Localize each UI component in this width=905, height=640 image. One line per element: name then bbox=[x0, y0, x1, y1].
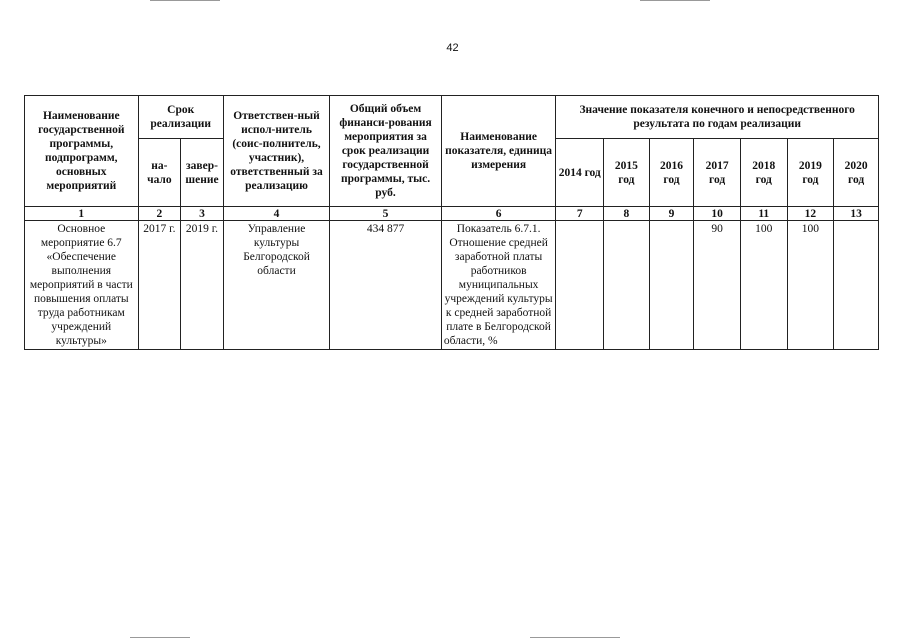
header-year: 2016 год bbox=[649, 139, 694, 207]
scan-artifact-line bbox=[130, 637, 190, 638]
header-year: 2015 год bbox=[604, 139, 650, 207]
cell-value-2017: 90 bbox=[694, 221, 741, 350]
scan-artifact-line bbox=[640, 0, 710, 1]
scan-artifact-line bbox=[150, 0, 220, 1]
header-responsible: Ответствен-ный испол-нитель (соис-полнитель, участник), ответственный за реализацию bbox=[223, 96, 329, 207]
cell-end: 2019 г. bbox=[181, 221, 224, 350]
table-row bbox=[25, 221, 879, 350]
column-number: 7 bbox=[556, 207, 604, 221]
column-number: 2 bbox=[138, 207, 181, 221]
column-number: 6 bbox=[441, 207, 556, 221]
cell-value-2016 bbox=[649, 221, 694, 350]
cell-activity-name: Основное мероприятие 6.7 «Обеспечение выполнения мероприятий в части повышения оплаты труда работникам учреждений культуры» bbox=[25, 221, 139, 350]
column-number: 9 bbox=[649, 207, 694, 221]
header-period-end: завер-шение bbox=[181, 139, 224, 207]
header-indicator: Наименование показателя, единица измерения bbox=[441, 96, 556, 207]
column-number: 5 bbox=[330, 207, 442, 221]
page-number: 42 bbox=[446, 42, 459, 54]
scan-artifact-line bbox=[530, 637, 620, 638]
header-name: Наименование государственной программы, подпрограмм, основных мероприятий bbox=[25, 96, 139, 207]
cell-value-2020 bbox=[834, 221, 879, 350]
column-number: 4 bbox=[223, 207, 329, 221]
column-number: 10 bbox=[694, 207, 741, 221]
cell-start: 2017 г. bbox=[138, 221, 181, 350]
column-number: 13 bbox=[834, 207, 879, 221]
cell-indicator: Показатель 6.7.1. Отношение средней заработной платы работников муниципальных учреждений культуры к средней заработной плате в Белгородской области, % bbox=[441, 221, 556, 350]
column-number: 8 bbox=[604, 207, 650, 221]
header-values-group: Значение показателя конечного и непосредственного результата по годам реализации bbox=[556, 96, 879, 139]
column-number: 1 bbox=[25, 207, 139, 221]
cell-value-2018: 100 bbox=[740, 221, 787, 350]
header-year: 2014 год bbox=[556, 139, 604, 207]
cell-funding: 434 877 bbox=[330, 221, 442, 350]
header-period: Срок реализации bbox=[138, 96, 223, 139]
header-row-1 bbox=[25, 96, 879, 139]
column-number: 11 bbox=[740, 207, 787, 221]
cell-value-2019: 100 bbox=[787, 221, 834, 350]
column-number: 12 bbox=[787, 207, 834, 221]
header-period-start: на-чало bbox=[138, 139, 181, 207]
cell-responsible: Управление культуры Белгородской области bbox=[223, 221, 329, 350]
column-number: 3 bbox=[181, 207, 224, 221]
header-year: 2018 год bbox=[740, 139, 787, 207]
header-year: 2017 год bbox=[694, 139, 741, 207]
column-number-row bbox=[25, 207, 879, 221]
cell-value-2014 bbox=[556, 221, 604, 350]
cell-value-2015 bbox=[604, 221, 650, 350]
header-year: 2019 год bbox=[787, 139, 834, 207]
program-table bbox=[24, 95, 879, 350]
header-funding: Общий объем финанси-рования мероприятия за срок реализации государственной программы, тыс. руб. bbox=[330, 96, 442, 207]
header-year: 2020 год bbox=[834, 139, 879, 207]
